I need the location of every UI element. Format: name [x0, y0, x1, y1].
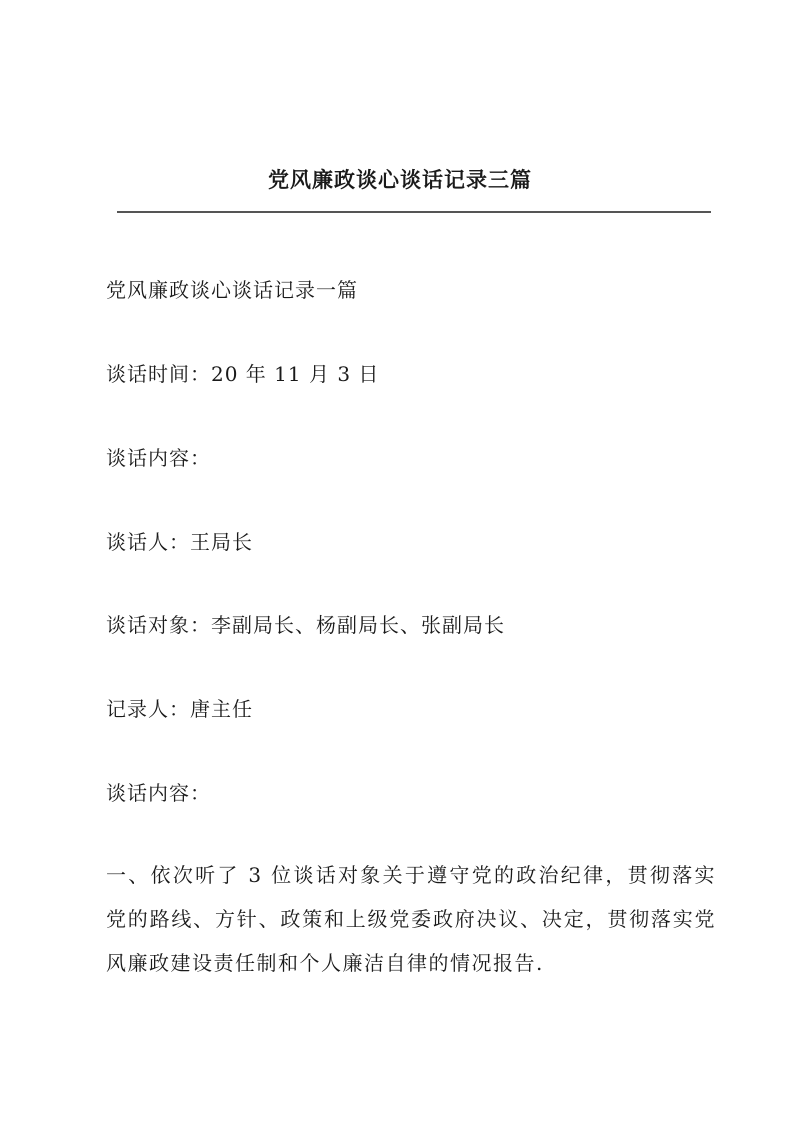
speaker: 谈话人：王局长 [106, 530, 253, 554]
talk-time: 谈话时间：20 年 11 月 3 日 [106, 362, 380, 386]
title-underline [117, 211, 711, 213]
content-label: 谈话内容： [106, 781, 211, 805]
recorder: 记录人：唐主任 [106, 697, 253, 721]
paragraph: 一、依次听了 3 位谈话对象关于遵守党的政治纪律，贯彻落实党的路线、方针、政策和上级党委政府决议、决定，贯彻落实党风廉政建设责任制和个人廉洁自律的情况报告. [106, 863, 716, 975]
talk-subjects: 谈话对象：李副局长、杨副局长、张副局长 [106, 613, 505, 637]
document-title: 党风廉政谈心谈话记录三篇 [268, 167, 532, 192]
section-heading: 党风廉政谈心谈话记录一篇 [106, 278, 358, 302]
content-label: 谈话内容： [106, 446, 211, 470]
